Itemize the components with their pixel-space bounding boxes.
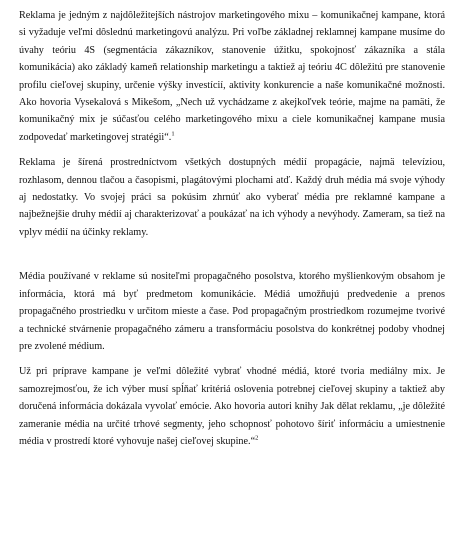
footnote-marker-1[interactable]: 1 (171, 130, 175, 138)
paragraph-2 (19, 154, 445, 241)
paragraph-4 (19, 363, 445, 450)
document-page (19, 7, 445, 450)
footnote-marker-2[interactable]: 2 (255, 434, 259, 442)
paragraph-2-text: Reklama je šírená prostredníctvom všetkých dostupných médií propagácie, najmä televíziou, rozhlasom, dennou tlačou a časopismi, plagátovými plochami atď. Každý druh média má svoje výhody aj nedostatky. Vo svojej práci sa pokúsim zhrnúť ako vyberať média pre reklamné kampane a najbežnejšie druhy médií aj charakterizovať a poukázať na ich výhody a nevýhody. Zameram, sa tiež na vplyv médií na účinky reklamy. (19, 157, 445, 238)
paragraph-3-text: Média používané v reklame sú nositeľmi propagačného posolstva, ktorého myšlienkovým obsahom je informácia, ktorá má byť predmetom komunikácie. Médiá umožňujú predvedenie a prenos propagačného prostriedku v určitom mieste a čase. Pod propagačným prostriedkom rozumejme tvorivé a technické stvárnenie propagačného zámeru a transformáciu posolstva do konkrétnej podoby vhodnej pre zvolené médium. (19, 271, 445, 352)
paragraph-3 (19, 268, 445, 355)
paragraph-4-text: Už pri príprave kampane je veľmi dôležité vybrať vhodné médiá, ktoré tvoria mediálny mix. Je samozrejmosťou, že ich výber musí spĺňať kritériá oslovenia potrebnej cieľovej skupiny a taktiež aby doručená informácia dokázala vyvolať emócie. Ako hovoria autori knihy Jak dělat reklamu, „je dôležité zameranie média na určité trhové segmenty, jeho schopnosť pohotovo šíriť informáciu a umiestnenie média v prostredí ktoré vyhovuje našej cieľovej skupine.“ (19, 366, 445, 447)
paragraph-1 (19, 7, 445, 146)
paragraph-1-text: Reklama je jedným z najdôležitejších nástrojov marketingového mixu – komunikačnej kampane, ktorá si vyžaduje veľmi dôslednú marketingovú analýzu. Pri voľbe základnej reklamnej kampane musíme do úvahy teóriu 4S (segmentácia zákazníkov, stanovenie úžitku, spokojnosť zákazníka a stála komunikácia) ako základý kameň relationship marketingu a taktiež aj teóriu 4C dôležitú pre stanovenie profilu cieľovej skupiny, určenie výšky investícií, aktivity konkurencie a naše komunikačné možnosti. Ako hovoria Vysekalová s Mikešom, „Nech už vychádzame z akejkoľvek teórie, majme na pamäti, že komunikačný mix je súčasťou celého marketingového mixu a ciele komunikačnej kampane musia zodpovedať marketingovej stratégii“. (19, 10, 445, 143)
